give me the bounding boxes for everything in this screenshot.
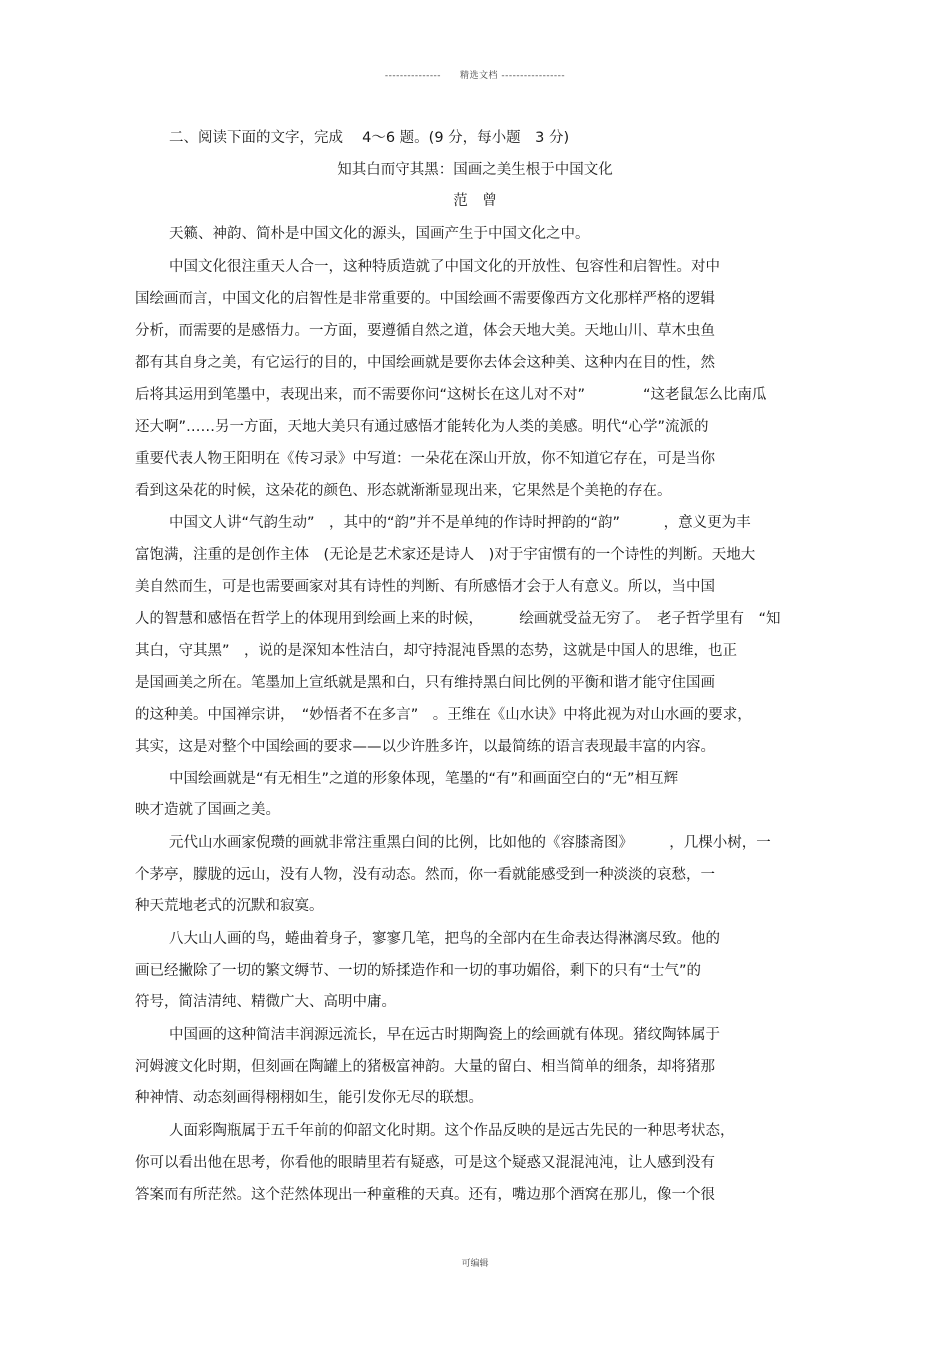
body-line: 八大山人画的鸟，蜷曲着身子，寥寥几笔，把鸟的全部内在生命表达得淋漓尽致。他的 (169, 931, 720, 947)
body-line: 中国文人讲“气韵生动” ，其中的“韵”并不是单纯的作诗时押韵的“韵” ，意义更为丰 (169, 515, 751, 531)
question-instruction: 二、阅读下面的文字，完成 4～6 题。(9 分，每小题 3 分) (169, 130, 570, 146)
body-line: 画已经撇除了一切的繁文缛节、一切的矫揉造作和一切的事功媚俗，剩下的只有“士气”的 (135, 963, 702, 979)
body-line: 答案而有所茫然。这个茫然体现出一种童稚的天真。还有，嘴边那个酒窝在那儿，像一个很 (135, 1187, 715, 1203)
body-line: 重要代表人物王阳明在《传习录》中写道：一朵花在深山开放，你不知道它存在，可是当你 (135, 451, 715, 467)
body-line: 人面彩陶瓶属于五千年前的仰韶文化时期。这个作品反映的是远古先民的一种思考状态， (169, 1123, 735, 1139)
body-line: 映才造就了国画之美。 (135, 802, 280, 818)
body-line: 美自然而生，可是也需要画家对其有诗性的判断、有所感悟才会于人有意义。所以，当中国 (135, 579, 715, 595)
body-line: 河姆渡文化时期，但刻画在陶罐上的猪极富神韵。大量的留白、相当简单的细条，却将猪那 (135, 1059, 715, 1075)
body-line: 种神情、动态刻画得栩栩如生，能引发你无尽的联想。 (135, 1090, 483, 1106)
body-line: 元代山水画家倪瓒的画就非常注重黑白间的比例，比如他的《容膝斋图》 ，几棵小树，一 (169, 835, 771, 851)
body-line: 中国绘画就是“有无相生”之道的形象体现，笔墨的“有”和画面空白的“无”相互辉 (169, 771, 679, 787)
body-line: 其实，这是对整个中国绘画的要求——以少许胜多许，以最简练的语言表现最丰富的内容。 (135, 739, 715, 755)
article-author: 范 曾 (453, 193, 497, 209)
body-line: 的这种美。中国禅宗讲， “妙悟者不在多言” 。王维在《山水诀》中将此视为对山水画的要求， (135, 707, 752, 723)
article-title: 知其白而守其黑：国画之美生根于中国文化 (337, 162, 613, 178)
body-line: 你可以看出他在思考，你看他的眼睛里若有疑惑，可是这个疑惑又混混沌沌，让人感到没有 (135, 1155, 715, 1171)
body-line: 国绘画而言，中国文化的启智性是非常重要的。中国绘画不需要像西方文化那样严格的逻辑 (135, 291, 715, 307)
body-line: 后将其运用到笔墨中，表现出来，而不需要你问“这树长在这儿对不对” “这老鼠怎么比南瓜 (135, 387, 767, 403)
page-footer: 可编辑 (461, 1259, 489, 1269)
body-line: 符号，简洁清纯、精微广大、高明中庸。 (135, 994, 396, 1010)
body-line: 还大啊”……另一方面，天地大美只有通过感悟才能转化为人类的美感。明代“心学”流派的 (135, 419, 709, 435)
body-line: 中国画的这种简洁丰润源远流长，早在远古时期陶瓷上的绘画就有体现。猪纹陶钵属于 (169, 1027, 720, 1043)
body-line: 都有其自身之美，有它运行的目的，中国绘画就是要你去体会这种美、这种内在目的性，然 (135, 355, 715, 371)
body-line: 个茅亭，朦胧的远山，没有人物，没有动态。然而，你一看就能感受到一种淡淡的哀愁，一 (135, 867, 715, 883)
body-line: 富饱满，注重的是创作主体 (无论是艺术家还是诗人 )对于宇宙惯有的一个诗性的判断。天地大 (135, 547, 756, 563)
body-line: 人的智慧和感悟在哲学上的体现用到绘画上来的时候， 绘画就受益无穷了。 老子哲学里有 “知 (135, 611, 781, 627)
body-line: 分析，而需要的是感悟力。一方面，要遵循自然之道，体会天地大美。天地山川、草木虫鱼 (135, 323, 715, 339)
body-line: 是国画美之所在。笔墨加上宣纸就是黑和白，只有维持黑白间比例的平衡和谐才能守住国画 (135, 675, 715, 691)
body-line: 种天荒地老式的沉默和寂寞。 (135, 898, 324, 914)
body-line: 看到这朵花的时候，这朵花的颜色、形态就渐渐显现出来，它果然是个美艳的存在。 (135, 483, 672, 499)
body-line: 其白，守其黑” ，说的是深知本性洁白，却守持混沌昏黑的态势，这就是中国人的思维，也正 (135, 643, 738, 659)
body-line: 中国文化很注重天人合一，这种特质造就了中国文化的开放性、包容性和启智性。对中 (169, 259, 720, 275)
page-header: --------------- 精选文档 ----------------- (384, 71, 566, 81)
body-line: 天籁、神韵、简朴是中国文化的源头，国画产生于中国文化之中。 (169, 226, 590, 242)
